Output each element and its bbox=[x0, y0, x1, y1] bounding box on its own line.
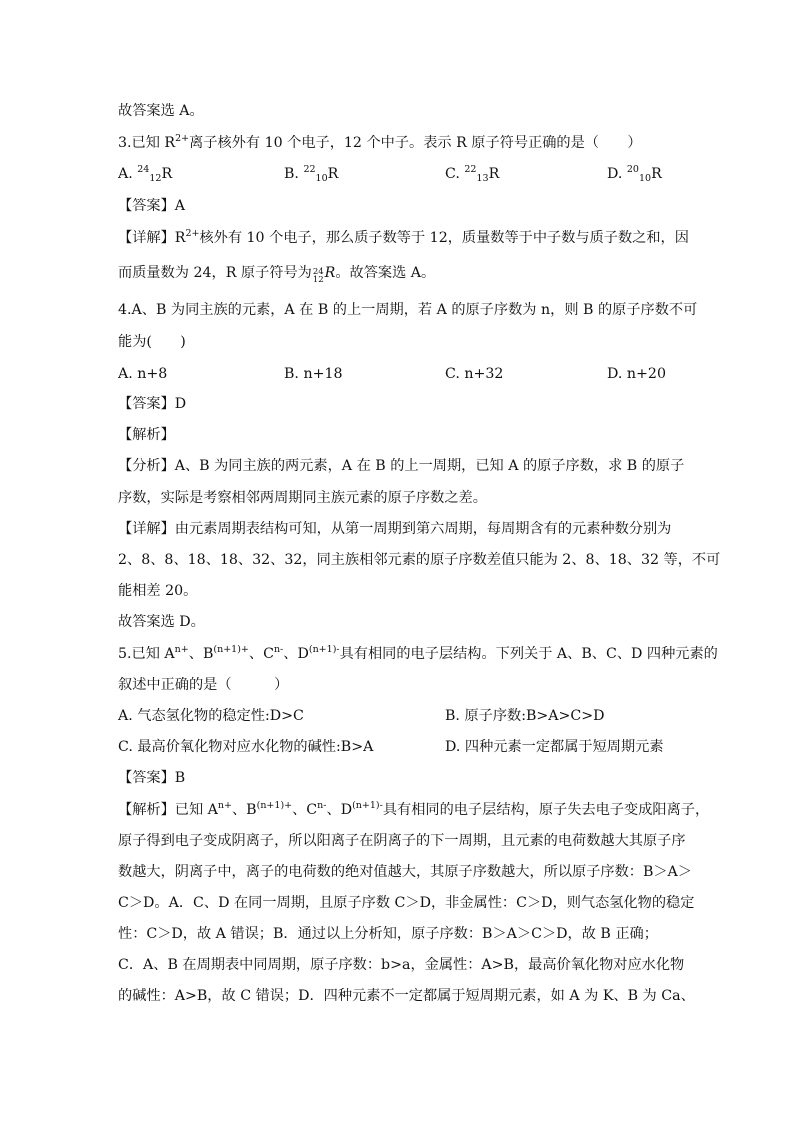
superscript: 2+ bbox=[185, 228, 200, 239]
option-c: C. 最高价氧化物对应水化物的碱性:B>A bbox=[118, 739, 374, 755]
analysis-line bbox=[118, 800, 734, 820]
text-segment: 具有相同的电子层结构。下列关于 A、B、C、D 四种元素的 bbox=[339, 646, 718, 662]
atomic-number: 10 bbox=[315, 173, 328, 184]
detail-line: 能相差 20。 bbox=[118, 583, 198, 599]
superscript: (n+1)- bbox=[352, 800, 383, 811]
atomic-number: 12 bbox=[312, 275, 324, 285]
option-a bbox=[118, 164, 172, 184]
element-symbol: R bbox=[327, 166, 339, 182]
superscript: (n+1)- bbox=[308, 644, 340, 655]
text-segment: 、B bbox=[231, 802, 257, 818]
mass-number: 22 bbox=[464, 164, 477, 175]
text-segment: 。故答案选 A。 bbox=[335, 265, 436, 281]
text-segment: 具有相同的电子层结构，原子失去电子变成阳离子， bbox=[382, 802, 710, 818]
element-symbol: R bbox=[324, 265, 336, 281]
option-c: C. n+32 bbox=[445, 366, 504, 382]
text-segment: 、B bbox=[188, 646, 214, 662]
atomic-number: 10 bbox=[638, 173, 652, 184]
option-d: D. 四种元素一定都属于短周期元素 bbox=[445, 739, 664, 755]
option-letter: D. bbox=[607, 166, 627, 182]
answer-line: 【答案】A bbox=[118, 198, 185, 214]
option-b bbox=[284, 164, 338, 184]
superscript: n- bbox=[273, 644, 284, 655]
text-segment: 【详解】R bbox=[118, 230, 186, 246]
text-segment: 5.已知 A bbox=[118, 646, 175, 662]
conclusion-line: 故答案选 D。 bbox=[118, 614, 205, 630]
superscript: (n+1)+ bbox=[213, 644, 249, 655]
text-segment: 核外有 10 个电子，那么质子数等于 12，质量数等于中子数与质子数之和，因 bbox=[199, 230, 689, 246]
text-segment: 、D bbox=[326, 802, 353, 818]
question-5-stem bbox=[118, 644, 734, 664]
question-4-stem: 4.A、B 为同主族的元素，A 在 B 的上一周期，若 A 的原子序数为 n，则 B 的原子序数不可 bbox=[118, 302, 698, 318]
nuclide-stack bbox=[313, 268, 324, 284]
mass-number: 20 bbox=[626, 164, 639, 175]
option-b: B. n+18 bbox=[284, 366, 343, 382]
element-symbol: R bbox=[161, 166, 173, 182]
atomic-number: 12 bbox=[149, 173, 162, 184]
text-segment: 、C bbox=[248, 646, 274, 662]
detail-line: 2、8、8、18、18、32、32，同主族相邻元素的原子序数差值只能为 2、8、18、32 等，不可 bbox=[118, 552, 721, 568]
analysis-line: 序数，实际是考察相邻两周期同主族元素的原子序数之差。 bbox=[118, 490, 487, 506]
element-symbol: R bbox=[488, 166, 500, 182]
question-5-stem: 叙述中正确的是（ ） bbox=[118, 677, 289, 693]
option-d bbox=[607, 164, 662, 184]
element-symbol: R bbox=[651, 166, 662, 182]
mass-number: 22 bbox=[303, 164, 316, 175]
superscript: n+ bbox=[217, 800, 232, 811]
option-letter: B. bbox=[284, 166, 304, 182]
option-letter: C. bbox=[445, 166, 465, 182]
text-segment: 、D bbox=[283, 646, 309, 662]
text-segment: 而质量数为 24，R 原子符号为 bbox=[118, 265, 312, 281]
atomic-number: 13 bbox=[476, 173, 489, 184]
analysis-line: C＞D。A．C、D 在同一周期，且原子序数 C＞D，非金属性：C＞D，则气态氢化物的稳定 bbox=[118, 895, 695, 911]
analysis-line: 数越大，阴离子中，离子的电荷数的绝对值越大，其原子序数越大，所以原子序数：B＞A＞ bbox=[118, 864, 692, 880]
answer-line: 【答案】B bbox=[118, 770, 186, 786]
text-segment: 、C bbox=[292, 802, 318, 818]
text-segment: 【解析】已知 A bbox=[118, 802, 218, 818]
option-a: A. 气态氢化物的稳定性:D>C bbox=[118, 708, 304, 724]
superscript: n- bbox=[317, 800, 327, 811]
option-b: B. 原子序数:B>A>C>D bbox=[445, 708, 605, 724]
detail-line bbox=[118, 263, 734, 284]
detail-line bbox=[118, 228, 734, 248]
superscript: (n+1)+ bbox=[256, 800, 293, 811]
option-d: D. n+20 bbox=[607, 366, 666, 382]
analysis-line: 性：C＞D，故 A 错误；B．通过以上分析知，原子序数：B＞A＞C＞D，故 B 正确； bbox=[118, 926, 658, 942]
option-c bbox=[445, 164, 499, 184]
analysis-line: 【分析】A、B 为同主族的两元素，A 在 B 的上一周期，已知 A 的原子序数，求 B 的原子 bbox=[118, 458, 685, 474]
analysis-line: 原子得到电子变成阴离子，所以阳离子在阴离子的下一周期，且元素的电荷数越大其原子序 bbox=[118, 833, 686, 849]
question-3-stem bbox=[118, 133, 734, 153]
option-letter: A. bbox=[118, 166, 138, 182]
text-line: 故答案选 A。 bbox=[118, 103, 204, 119]
text-segment: 离子核外有 10 个电子，12 个中子。表示 R 原子符号正确的是（ ） bbox=[189, 135, 642, 151]
detail-line: 【详解】由元素周期表结构可知，从第一周期到第六周期，每周期含有的元素种数分别为 bbox=[118, 521, 672, 537]
superscript: n+ bbox=[174, 644, 189, 655]
analysis-line: C．A、B 在周期表中同周期，原子序数：b>a，金属性：A>B，最高价氧化物对应水化物 bbox=[118, 957, 685, 973]
analysis-heading: 【解析】 bbox=[118, 427, 175, 443]
text-segment: 3.已知 R bbox=[118, 135, 176, 151]
answer-line: 【答案】D bbox=[118, 396, 187, 412]
superscript: 2+ bbox=[175, 133, 190, 144]
analysis-line: 的碱性：A>B，故 C 错误；D．四种元素不一定都属于短周期元素，如 A 为 K、B 为 Ca、 bbox=[118, 988, 695, 1004]
mass-number: 24 bbox=[312, 267, 324, 277]
option-a: A. n+8 bbox=[118, 366, 168, 382]
question-4-stem: 能为( ) bbox=[118, 334, 186, 350]
mass-number: 24 bbox=[137, 164, 150, 175]
